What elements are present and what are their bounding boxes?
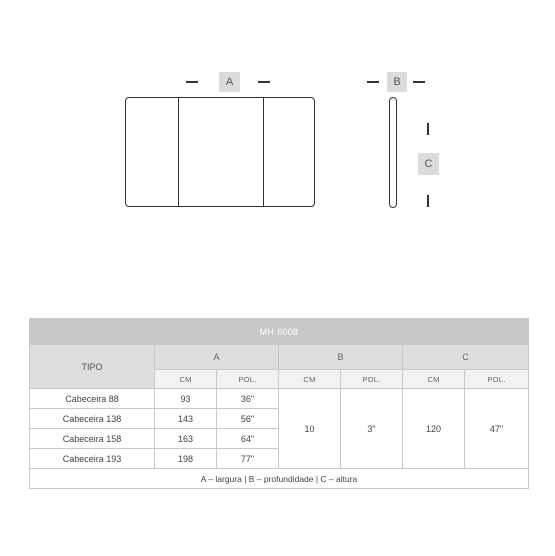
height-label: C: [418, 153, 439, 175]
c-pol-cell: 47": [465, 389, 529, 469]
table-row: [30, 389, 529, 409]
b-pol-cell: 3": [341, 389, 403, 469]
dimension-dash-right: [413, 81, 425, 83]
a-cm-cell: 163: [155, 429, 217, 449]
unit-header: CM: [403, 370, 465, 389]
type-cell: Cabeceira 158: [30, 429, 155, 449]
unit-header: POL.: [217, 370, 279, 389]
b-cm-cell: 10: [279, 389, 341, 469]
panel-divider: [263, 98, 264, 206]
type-cell: Cabeceira 138: [30, 409, 155, 429]
group-header-c: C: [403, 345, 529, 370]
headboard-side-view: [389, 97, 397, 208]
unit-header: POL.: [465, 370, 529, 389]
panel-divider: [178, 98, 179, 206]
dimension-dash-left: [367, 81, 379, 83]
group-header-a: A: [155, 345, 279, 370]
unit-header: CM: [279, 370, 341, 389]
dimensions-table: [29, 318, 529, 489]
unit-header: CM: [155, 370, 217, 389]
a-cm-cell: 198: [155, 449, 217, 469]
table-footnote: A – largura | B – profundidade | C – altura: [30, 469, 529, 489]
depth-label: B: [387, 72, 407, 92]
a-cm-cell: 143: [155, 409, 217, 429]
type-column-header: TIPO: [30, 345, 155, 389]
c-cm-cell: 120: [403, 389, 465, 469]
a-cm-cell: 93: [155, 389, 217, 409]
a-pol-cell: 77": [217, 449, 279, 469]
dimension-dash-left: [186, 81, 198, 83]
dimension-dash-top: [427, 123, 429, 135]
table-title: MH 6008: [30, 319, 529, 345]
type-cell: Cabeceira 88: [30, 389, 155, 409]
a-pol-cell: 56": [217, 409, 279, 429]
a-pol-cell: 64": [217, 429, 279, 449]
a-pol-cell: 36": [217, 389, 279, 409]
dimension-dash-right: [258, 81, 270, 83]
width-label: A: [219, 72, 240, 92]
group-header-b: B: [279, 345, 403, 370]
dimension-dash-bottom: [427, 195, 429, 207]
headboard-front-view: [125, 97, 315, 207]
unit-header: POL.: [341, 370, 403, 389]
type-cell: Cabeceira 193: [30, 449, 155, 469]
